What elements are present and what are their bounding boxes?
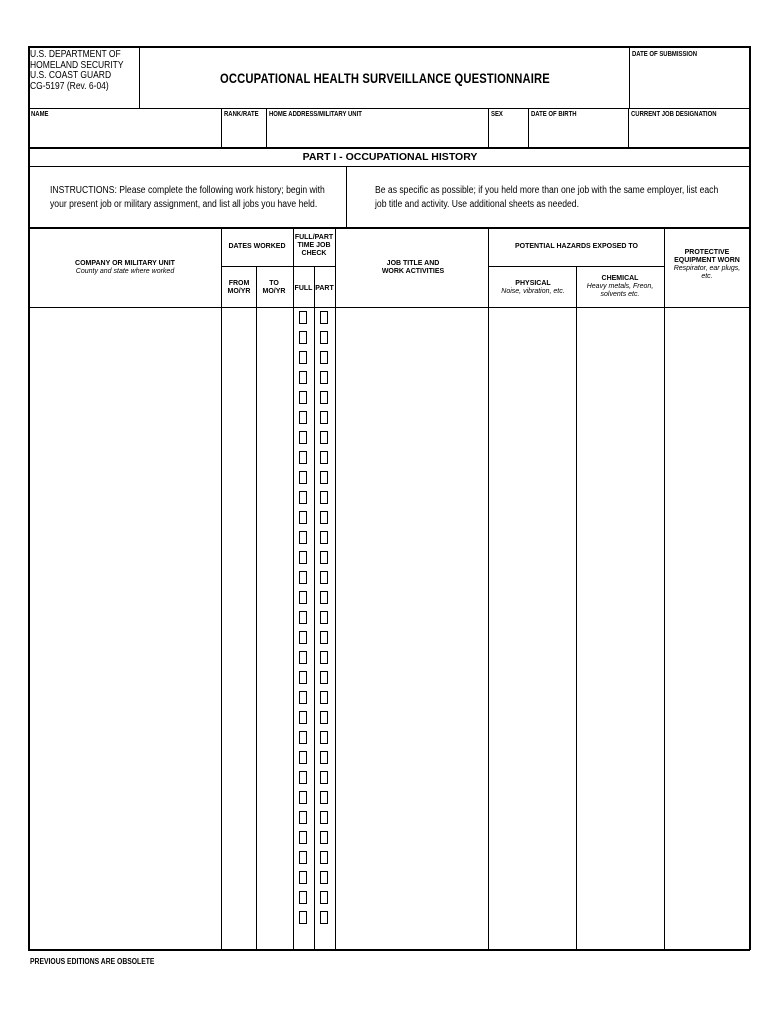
dates-sub-line [221,266,293,267]
date-of-birth-field[interactable] [529,120,628,146]
footer-note: PREVIOUS EDITIONS ARE OBSOLETE [30,957,155,966]
col-line-full [314,266,315,950]
home-address-label: HOME ADDRESS/MILITARY UNIT [269,111,362,118]
sex-field[interactable] [489,120,528,146]
header-bottom-line [28,108,750,109]
agency-line-3: U.S. COAST GUARD [30,70,112,81]
full-time-checkbox[interactable] [299,391,307,404]
full-time-checkbox[interactable] [299,791,307,804]
full-time-checkbox[interactable] [299,691,307,704]
part-time-checkbox[interactable] [320,391,328,404]
full-time-checkbox[interactable] [299,871,307,884]
form-bottom-border [28,949,750,951]
part-time-checkbox[interactable] [320,891,328,904]
full-time-checkbox[interactable] [299,491,307,504]
form-number: CG-5197 (Rev. 6-04) [30,80,109,92]
home-address-field[interactable] [267,120,488,146]
full-time-checkbox[interactable] [299,891,307,904]
sex-label: SEX [491,111,503,118]
full-time-checkbox[interactable] [299,651,307,664]
col-line-dates [293,228,294,950]
part-time-checkbox[interactable] [320,831,328,844]
table-header-bottom [28,307,750,308]
part-time-checkbox[interactable] [320,571,328,584]
form-top-border [28,46,750,48]
part-time-checkbox[interactable] [320,631,328,644]
full-time-checkbox[interactable] [299,371,307,384]
company-column-field[interactable] [29,309,220,949]
part-time-checkbox[interactable] [320,731,328,744]
full-time-checkbox[interactable] [299,751,307,764]
part-time-checkbox[interactable] [320,511,328,524]
full-header: FULL [294,285,313,292]
full-time-checkbox[interactable] [299,631,307,644]
part1-top-line [28,147,750,149]
instructions-divider [346,166,347,227]
part-time-checkbox[interactable] [320,611,328,624]
part-time-checkbox[interactable] [320,311,328,324]
part-time-checkbox[interactable] [320,371,328,384]
full-time-checkbox[interactable] [299,711,307,724]
chemical-header: CHEMICAL Heavy metals, Freon, solvents etc. [586,275,654,298]
full-time-checkbox[interactable] [299,431,307,444]
part-time-checkbox[interactable] [320,431,328,444]
date-of-submission-label: DATE OF SUBMISSION [632,51,698,58]
part-time-checkbox[interactable] [320,451,328,464]
physical-header: PHYSICAL Noise, vibration, etc. [501,280,565,295]
agency-line-2: HOMELAND SECURITY [30,59,124,71]
part-time-checkbox[interactable] [320,851,328,864]
fullpart-header: FULL/PART TIME JOB CHECK [294,234,334,257]
instructions-right: Be as specific as possible; if you held more than one job with the same employer, list each job title and activity. Use additional sheets as needed. [375,185,719,210]
agency-block [30,50,124,92]
current-job-field[interactable] [629,120,748,146]
job-title-header: JOB TITLE AND WORK ACTIVITIES [381,260,445,275]
part-header: PART [315,285,334,292]
instructions-left: INSTRUCTIONS: Please complete the following work history; begin with your present job or military assignment, and list all jobs you have held. [50,185,325,210]
ppe-header: PROTECTIVE EQUIPMENT WORN Respirator, ear plugs, etc. [673,249,741,280]
full-time-checkbox[interactable] [299,591,307,604]
full-time-checkbox[interactable] [299,911,307,924]
ppe-column-field[interactable] [665,309,748,949]
form-right-border [749,46,751,950]
part-time-checkbox[interactable] [320,591,328,604]
form-title: OCCUPATIONAL HEALTH SURVEILLANCE QUESTIONNAIRE [220,70,550,86]
to-column-field[interactable] [257,309,292,949]
full-time-checkbox[interactable] [299,851,307,864]
full-time-checkbox[interactable] [299,331,307,344]
part-time-checkbox[interactable] [320,531,328,544]
full-time-checkbox[interactable] [299,771,307,784]
name-field[interactable] [29,120,221,146]
part-time-checkbox[interactable] [320,811,328,824]
full-time-checkbox[interactable] [299,531,307,544]
part-time-checkbox[interactable] [320,911,328,924]
full-time-checkbox[interactable] [299,731,307,744]
company-header-label: COMPANY OR MILITARY UNIT [75,260,175,267]
part-time-checkbox[interactable] [320,671,328,684]
job-title-column-field[interactable] [336,309,487,949]
company-header [30,260,220,276]
part1-title-bottom [28,166,750,167]
full-time-checkbox[interactable] [299,511,307,524]
date-of-birth-label: DATE OF BIRTH [531,111,577,118]
part1-title: PART I - OCCUPATIONAL HISTORY [302,151,478,163]
full-time-checkbox[interactable] [299,471,307,484]
physical-column-field[interactable] [489,309,575,949]
rank-rate-label: RANK/RATE [224,111,259,118]
from-column-field[interactable] [222,309,255,949]
part-time-checkbox[interactable] [320,351,328,364]
from-header: FROM MO/YR [227,280,251,295]
hazards-header: POTENTIAL HAZARDS EXPOSED TO [514,243,639,250]
rank-rate-field[interactable] [222,120,265,146]
part-time-checkbox[interactable] [320,331,328,344]
agency-line-1: U.S. DEPARTMENT OF [30,49,121,60]
part-time-checkbox[interactable] [320,871,328,884]
full-time-checkbox[interactable] [299,551,307,564]
date-of-submission-field[interactable] [630,60,748,107]
part-time-checkbox[interactable] [320,771,328,784]
full-time-checkbox[interactable] [299,831,307,844]
full-time-checkbox[interactable] [299,571,307,584]
full-time-checkbox[interactable] [299,671,307,684]
instructions-bottom [28,227,750,229]
part-time-checkbox[interactable] [320,711,328,724]
current-job-label: CURRENT JOB DESIGNATION [631,111,717,118]
company-header-sub: County and state where worked [75,268,175,275]
part-time-checkbox[interactable] [320,551,328,564]
agency-divider [139,46,140,108]
part-time-checkbox[interactable] [320,651,328,664]
part-time-checkbox[interactable] [320,791,328,804]
full-time-checkbox[interactable] [299,351,307,364]
full-time-checkbox[interactable] [299,611,307,624]
part-time-checkbox[interactable] [320,491,328,504]
part-time-checkbox[interactable] [320,471,328,484]
chemical-column-field[interactable] [577,309,663,949]
part-time-checkbox[interactable] [320,411,328,424]
full-time-checkbox[interactable] [299,811,307,824]
full-time-checkbox[interactable] [299,451,307,464]
part-time-checkbox[interactable] [320,751,328,764]
dates-worked-header: DATES WORKED [228,243,286,250]
full-time-checkbox[interactable] [299,411,307,424]
part-time-checkbox[interactable] [320,691,328,704]
to-header: TO MO/YR [262,280,286,295]
name-label: NAME [31,111,49,118]
full-time-checkbox[interactable] [299,311,307,324]
